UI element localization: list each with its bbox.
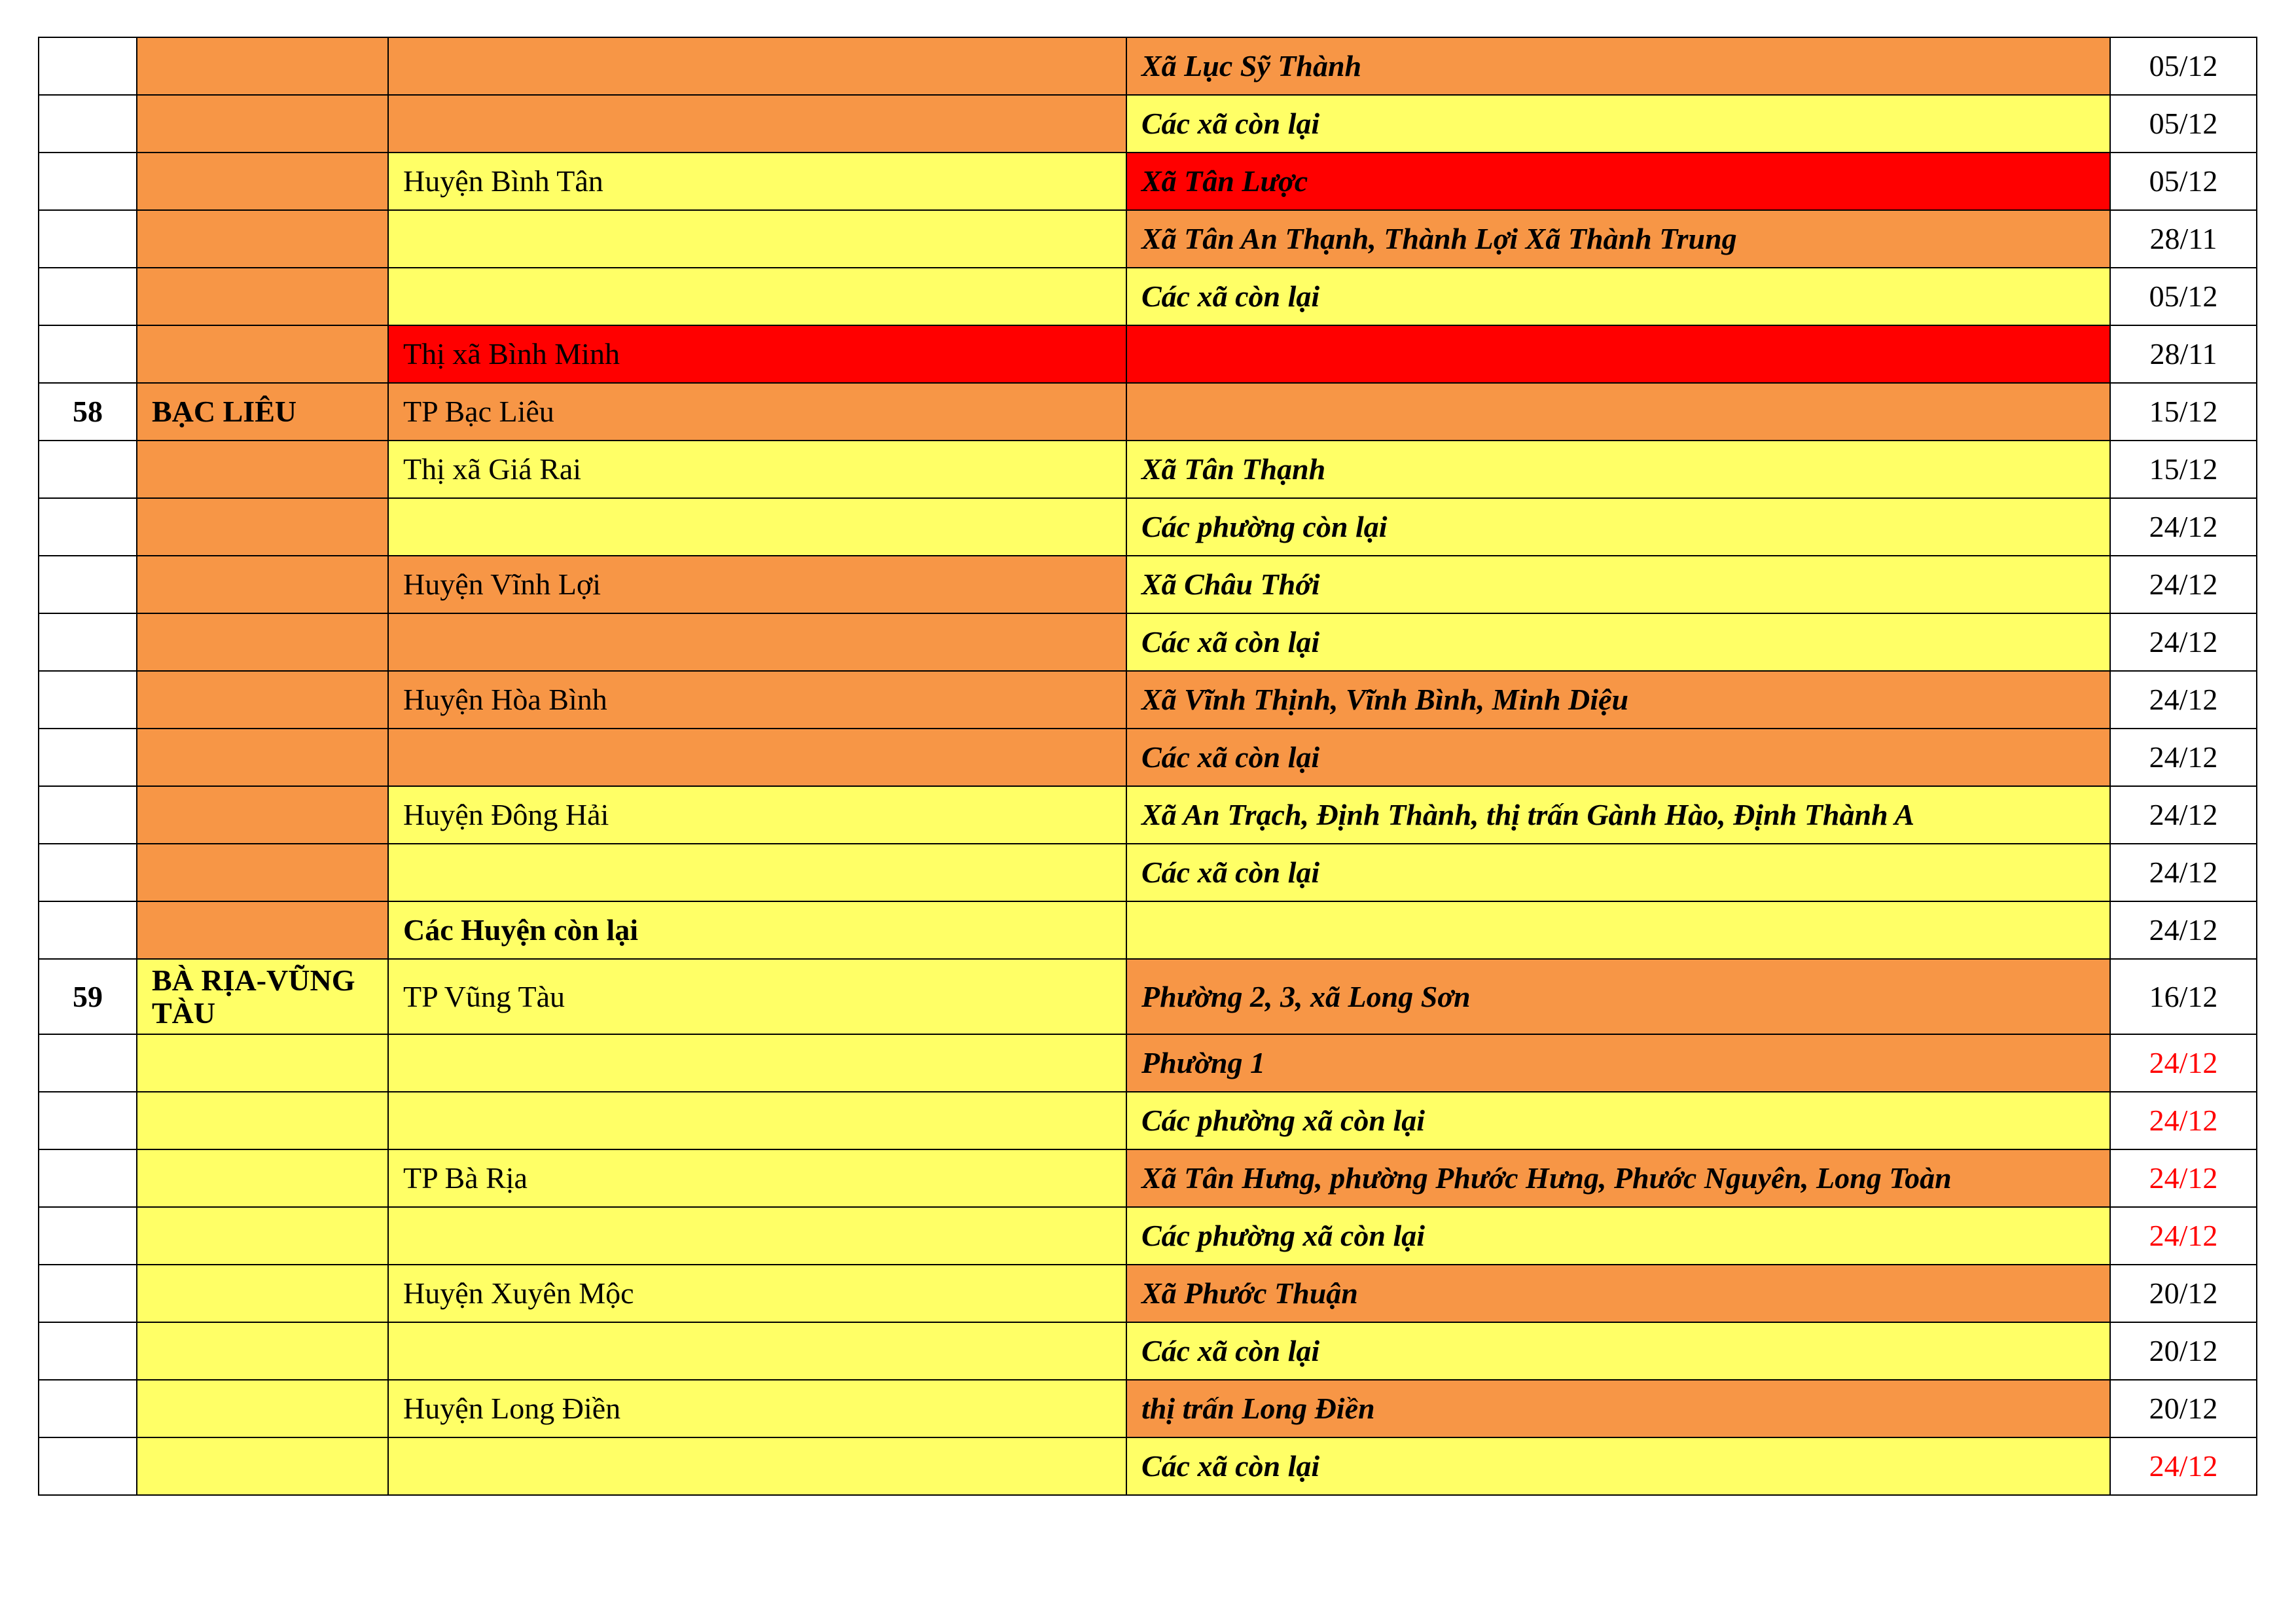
date-cell: 24/12 [2110,498,2257,556]
stt-cell [39,1380,137,1437]
date-cell: 16/12 [2110,959,2257,1034]
table-row [39,1092,2257,1149]
date-cell: 05/12 [2110,95,2257,153]
ward-cell: Các xã còn lại [1126,95,2110,153]
table-row [39,441,2257,498]
province-cell [137,901,388,959]
date-cell: 24/12 [2110,556,2257,613]
province-cell [137,1207,388,1265]
stt-cell: 58 [39,383,137,441]
table-row [39,786,2257,844]
table-row [39,325,2257,383]
date-cell: 15/12 [2110,383,2257,441]
district-cell [388,37,1126,95]
district-cell: TP Bạc Liêu [388,383,1126,441]
ward-cell: Các phường xã còn lại [1126,1207,2110,1265]
date-cell: 20/12 [2110,1380,2257,1437]
date-cell: 15/12 [2110,441,2257,498]
schedule-table [38,37,2257,1496]
province-cell [137,95,388,153]
ward-cell: Xã Châu Thới [1126,556,2110,613]
table-row [39,1265,2257,1322]
province-cell [137,37,388,95]
ward-cell: Xã Tân Thạnh [1126,441,2110,498]
district-cell: Huyện Xuyên Mộc [388,1265,1126,1322]
district-cell: Thị xã Bình Minh [388,325,1126,383]
ward-cell: Xã Tân Hưng, phường Phước Hưng, Phước Nguyên, Long Toàn [1126,1149,2110,1207]
table-row [39,1207,2257,1265]
province-cell [137,210,388,268]
date-cell: 05/12 [2110,268,2257,325]
district-cell: TP Bà Rịa [388,1149,1126,1207]
stt-cell [39,1207,137,1265]
stt-cell [39,786,137,844]
ward-cell: thị trấn Long Điền [1126,1380,2110,1437]
date-cell: 24/12 [2110,844,2257,901]
ward-cell: Xã Lục Sỹ Thành [1126,37,2110,95]
stt-cell [39,1092,137,1149]
district-cell [388,1092,1126,1149]
ward-cell: Phường 2, 3, xã Long Sơn [1126,959,2110,1034]
date-cell: 05/12 [2110,153,2257,210]
district-cell: Huyện Vĩnh Lợi [388,556,1126,613]
province-cell [137,1322,388,1380]
province-cell [137,1149,388,1207]
ward-cell [1126,383,2110,441]
table-row [39,1034,2257,1092]
stt-cell [39,844,137,901]
table-row [39,556,2257,613]
table-row [39,613,2257,671]
province-cell [137,441,388,498]
table-row [39,1149,2257,1207]
stt-cell [39,1437,137,1495]
date-cell: 24/12 [2110,1149,2257,1207]
stt-cell [39,1265,137,1322]
province-cell [137,844,388,901]
district-cell [388,844,1126,901]
district-cell [388,1207,1126,1265]
province-cell [137,786,388,844]
date-cell: 28/11 [2110,210,2257,268]
table-row [39,1380,2257,1437]
date-cell: 24/12 [2110,1092,2257,1149]
ward-cell: Xã An Trạch, Định Thành, thị trấn Gành Hào, Định Thành A [1126,786,2110,844]
district-cell [388,95,1126,153]
ward-cell: Các phường xã còn lại [1126,1092,2110,1149]
stt-cell [39,1034,137,1092]
province-cell [137,1092,388,1149]
province-cell [137,613,388,671]
district-cell: Thị xã Giá Rai [388,441,1126,498]
district-cell: Huyện Long Điền [388,1380,1126,1437]
province-cell [137,729,388,786]
district-cell [388,1437,1126,1495]
date-cell: 20/12 [2110,1322,2257,1380]
ward-cell: Xã Vĩnh Thịnh, Vĩnh Bình, Minh Diệu [1126,671,2110,729]
stt-cell [39,37,137,95]
table-row [39,37,2257,95]
ward-cell: Các xã còn lại [1126,729,2110,786]
stt-cell [39,498,137,556]
province-cell [137,556,388,613]
ward-cell: Các phường còn lại [1126,498,2110,556]
table-row [39,1322,2257,1380]
date-cell: 28/11 [2110,325,2257,383]
district-cell: TP Vũng Tàu [388,959,1126,1034]
ward-cell: Phường 1 [1126,1034,2110,1092]
district-cell [388,1034,1126,1092]
ward-cell: Các xã còn lại [1126,1437,2110,1495]
province-cell [137,1034,388,1092]
date-cell: 24/12 [2110,1437,2257,1495]
district-cell [388,268,1126,325]
stt-cell [39,441,137,498]
table-row [39,729,2257,786]
ward-cell [1126,325,2110,383]
table-row [39,1437,2257,1495]
district-cell: Các Huyện còn lại [388,901,1126,959]
stt-cell [39,671,137,729]
date-cell: 24/12 [2110,901,2257,959]
stt-cell [39,325,137,383]
province-cell [137,1380,388,1437]
district-cell [388,613,1126,671]
stt-cell [39,1149,137,1207]
date-cell: 24/12 [2110,786,2257,844]
ward-cell [1126,901,2110,959]
table-row [39,498,2257,556]
district-cell [388,498,1126,556]
stt-cell [39,95,137,153]
table-row [39,153,2257,210]
date-cell: 05/12 [2110,37,2257,95]
province-cell [137,153,388,210]
stt-cell [39,556,137,613]
province-cell [137,1437,388,1495]
province-cell [137,498,388,556]
stt-cell [39,729,137,786]
table-row [39,671,2257,729]
stt-cell [39,153,137,210]
district-cell [388,210,1126,268]
district-cell: Huyện Hòa Bình [388,671,1126,729]
date-cell: 20/12 [2110,1265,2257,1322]
district-cell [388,1322,1126,1380]
table-row [39,959,2257,1034]
table-row [39,95,2257,153]
ward-cell: Các xã còn lại [1126,613,2110,671]
province-cell: BẠC LIÊU [137,383,388,441]
table-row [39,210,2257,268]
ward-cell: Xã Tân An Thạnh, Thành Lợi Xã Thành Trung [1126,210,2110,268]
ward-cell: Xã Phước Thuận [1126,1265,2110,1322]
table-row [39,844,2257,901]
date-cell: 24/12 [2110,1034,2257,1092]
stt-cell [39,210,137,268]
district-cell: Huyện Đông Hải [388,786,1126,844]
province-cell [137,325,388,383]
province-cell [137,268,388,325]
province-cell [137,671,388,729]
province-cell [137,1265,388,1322]
district-cell [388,729,1126,786]
ward-cell: Các xã còn lại [1126,844,2110,901]
date-cell: 24/12 [2110,671,2257,729]
district-cell: Huyện Bình Tân [388,153,1126,210]
table-row [39,383,2257,441]
table-row [39,268,2257,325]
ward-cell: Các xã còn lại [1126,268,2110,325]
stt-cell [39,613,137,671]
table-row [39,901,2257,959]
date-cell: 24/12 [2110,613,2257,671]
date-cell: 24/12 [2110,729,2257,786]
ward-cell: Các xã còn lại [1126,1322,2110,1380]
stt-cell [39,901,137,959]
stt-cell [39,268,137,325]
stt-cell [39,1322,137,1380]
stt-cell: 59 [39,959,137,1034]
date-cell: 24/12 [2110,1207,2257,1265]
ward-cell: Xã Tân Lược [1126,153,2110,210]
province-cell: BÀ RỊA-VŨNG TÀU [137,959,388,1034]
